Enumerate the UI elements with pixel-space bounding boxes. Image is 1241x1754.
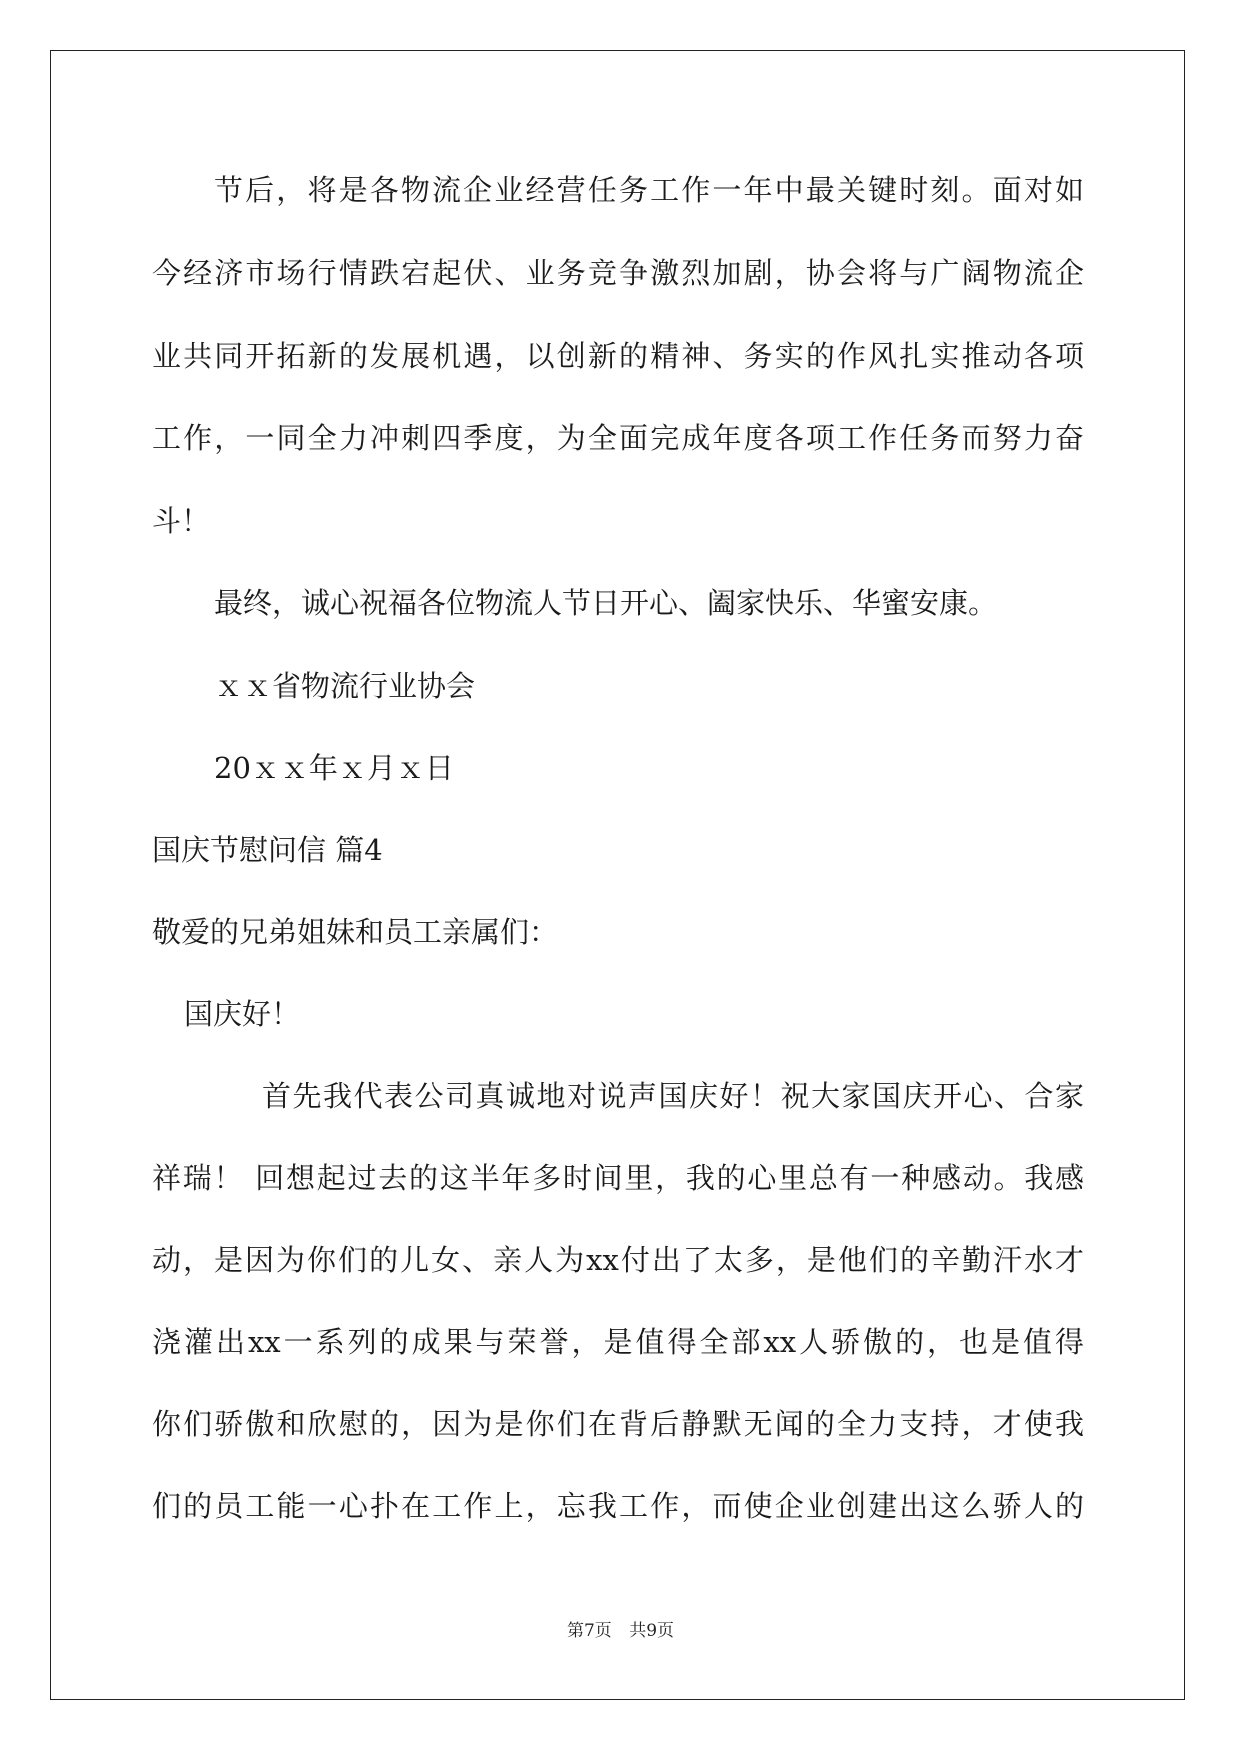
section-heading: 国庆节慰问信 篇4 xyxy=(152,833,383,867)
page-border xyxy=(50,50,1185,1700)
greeting: 国庆好！ xyxy=(184,997,301,1031)
body-line-1: 首先我代表公司真诚地对说声国庆好！祝大家国庆开心、合家 xyxy=(262,1079,1084,1113)
body-line-3: 动，是因为你们的儿女、亲人为xx付出了太多，是他们的辛勤汗水才 xyxy=(152,1243,1084,1277)
closing-wish: 最终，诚心祝福各位物流人节日开心、阖家快乐、华蜜安康。 xyxy=(214,586,998,620)
paragraph-line-5: 斗！ xyxy=(152,504,211,538)
page-total: 共9页 xyxy=(629,1621,675,1641)
signature-date: 20ｘｘ年ｘ月ｘ日 xyxy=(214,751,454,785)
paragraph-line-1: 节后，将是各物流企业经营任务工作一年中最关键时刻。面对如 xyxy=(214,173,1084,207)
body-line-2: 祥瑞！ 回想起过去的这半年多时间里，我的心里总有一种感动。我感 xyxy=(152,1161,1084,1195)
page-footer xyxy=(0,1616,1241,1641)
paragraph-line-2: 今经济市场行情跌宕起伏、业务竞争激烈加剧，协会将与广阔物流企 xyxy=(152,256,1084,290)
page-number: 第7页 xyxy=(566,1621,612,1641)
paragraph-line-4: 工作，一同全力冲刺四季度，为全面完成年度各项工作任务而努力奋 xyxy=(152,421,1084,455)
paragraph-line-3: 业共同开拓新的发展机遇，以创新的精神、务实的作风扎实推动各项 xyxy=(152,339,1084,373)
salutation: 敬爱的兄弟姐妹和员工亲属们： xyxy=(152,915,559,949)
signature-organization: ｘｘ省物流行业协会 xyxy=(214,669,476,703)
body-line-5: 你们骄傲和欣慰的，因为是你们在背后静默无闻的全力支持，才使我 xyxy=(152,1407,1084,1441)
body-line-6: 们的员工能一心扑在工作上，忘我工作，而使企业创建出这么骄人的 xyxy=(152,1489,1084,1523)
body-line-4: 浇灌出xx一系列的成果与荣誉，是值得全部xx人骄傲的，也是值得 xyxy=(152,1325,1084,1359)
